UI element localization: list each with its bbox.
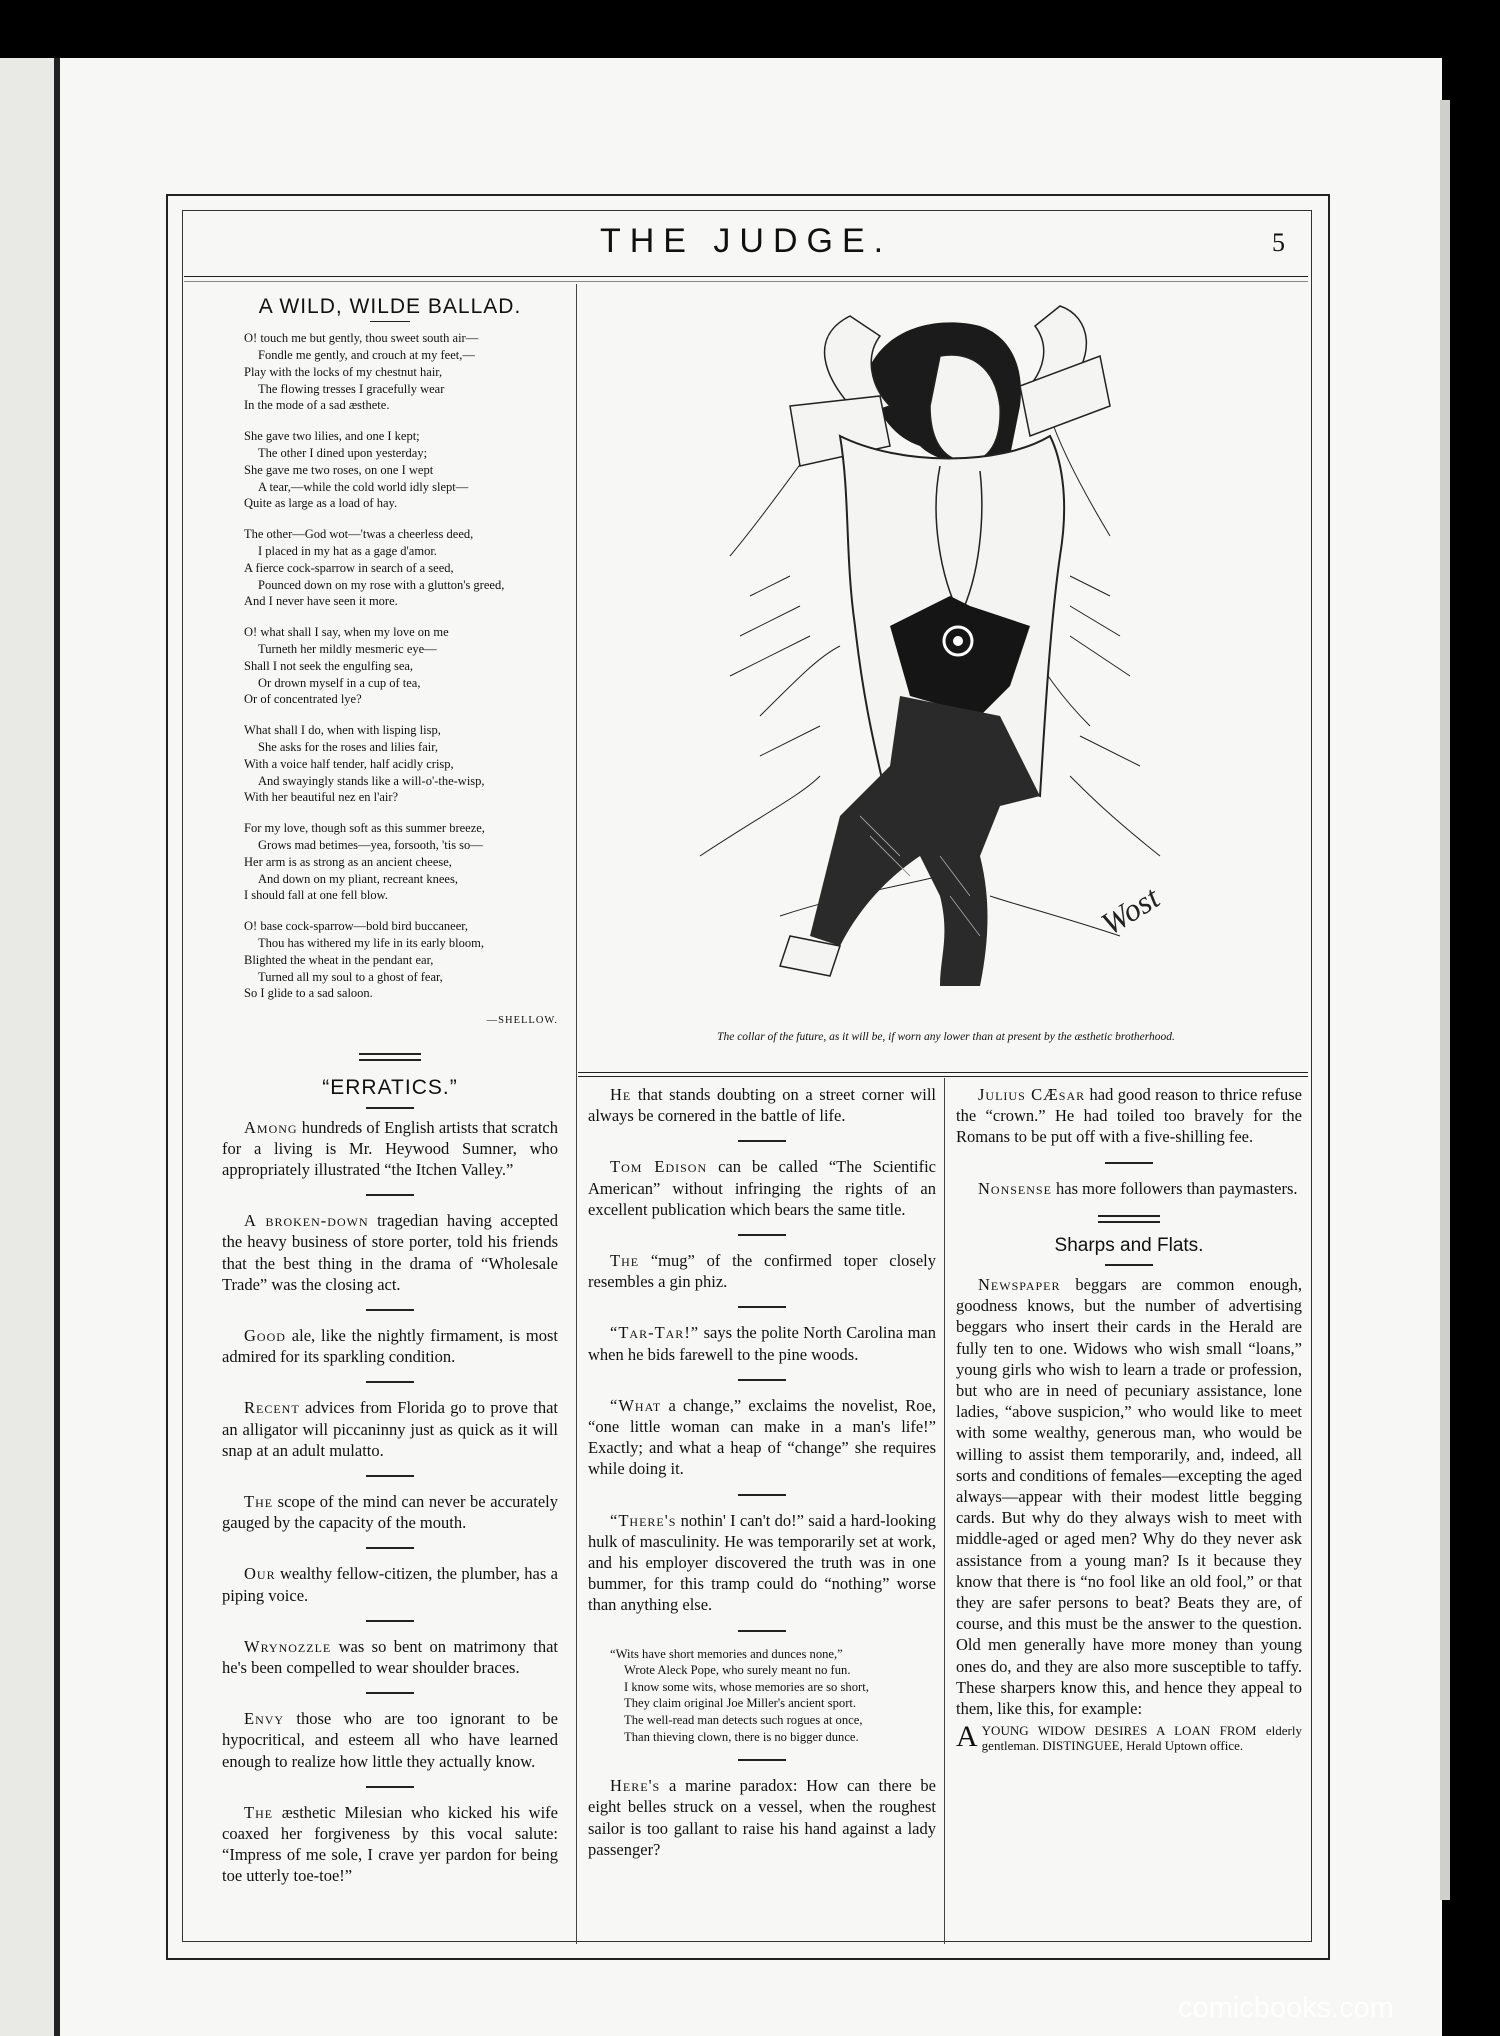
item-lead: The xyxy=(244,1491,274,1511)
item-separator xyxy=(366,1381,414,1383)
item-text: “mug” of the confirmed toper closely resembles a gin phiz. xyxy=(588,1251,936,1292)
item-separator xyxy=(738,1630,786,1632)
column-divider xyxy=(944,1078,945,1944)
item-text: hundreds of English artists that scratch for a living is Mr. Heywood Sumner, who appropriately illustrated “the Itchen Valley.” xyxy=(222,1117,558,1179)
poem-line: And I never have seen it more. xyxy=(244,594,398,609)
ballad-stanza xyxy=(244,526,558,610)
classified-ad xyxy=(956,1720,1302,1754)
poem-line: I placed in my hat as a gage d'amor. xyxy=(258,543,437,558)
item-separator xyxy=(738,1759,786,1761)
item-lead: “What xyxy=(610,1395,662,1415)
poem-line: The other—God wot—'twas a cheerless deed, xyxy=(244,527,474,542)
item-lead: Envy xyxy=(244,1709,285,1729)
ballad-stanza xyxy=(244,722,558,806)
title-rule xyxy=(370,321,410,322)
item-text: that stands doubting on a street corner will always be cornered in the battle of life. xyxy=(588,1085,936,1126)
ballad-poem xyxy=(222,330,558,1002)
poem-line: The well-read man detects such rogues at once, xyxy=(624,1713,863,1728)
paragraph-item xyxy=(222,1397,558,1461)
caption-rule xyxy=(578,1072,1308,1073)
poem-line: The other I dined upon yesterday; xyxy=(258,445,428,460)
poem-line: A fierce cock-sparrow in search of a seed, xyxy=(244,560,454,575)
ballad-stanza xyxy=(244,820,558,904)
item-lead: The xyxy=(244,1802,274,1822)
left-column xyxy=(222,296,558,1887)
paragraph-item xyxy=(588,1395,936,1480)
item-text: had good reason to thrice refuse the “crown.” He had toiled too bravely for the Romans to be put off with a five-shilling fee. xyxy=(956,1085,1302,1147)
item-separator xyxy=(366,1547,414,1549)
paragraph-item xyxy=(222,1117,558,1181)
item-separator xyxy=(738,1379,786,1381)
item-text: nothin' I can't do!” said a hard-looking hulk of masculinity. He was temporarily set at work, and his employer discovered the truth was in one bummer, for this tramp could do “nothing” worse than anything else. xyxy=(588,1510,936,1615)
poem-line: “Wits have short memories and dunces none,” xyxy=(610,1646,843,1661)
aesthete-drawing xyxy=(640,296,1260,1016)
poem-line: I should fall at one fell blow. xyxy=(244,888,388,903)
ballad-stanza xyxy=(244,428,558,512)
item-lead: Good xyxy=(244,1325,286,1345)
item-separator xyxy=(366,1475,414,1477)
poem-line: O! base cock-sparrow—bold bird buccaneer, xyxy=(244,919,469,934)
paragraph-item xyxy=(222,1636,558,1678)
paragraph-item xyxy=(956,1178,1302,1199)
item-text: those who are too ignorant to be hypocritical, and esteem all who have learned enough to realize how little they actually know. xyxy=(222,1709,558,1771)
poem-line: The flowing tresses I gracefully wear xyxy=(258,381,445,396)
page-edge xyxy=(1440,100,1450,1900)
paragraph-item xyxy=(222,1210,558,1295)
item-text: beggars are common enough, goodness knows, but the number of advertising beggars who insert their cards in the Herald are fully ten to one. Widows who wish small “loans,” young girls who wish to learn a trade or profession, but who are in need of pecuniary assistance, lone ladies, “above suspicion,” who would like to meet with some wealthy, generous man, who would be willing to assist them temporarily, and, indeed, all sorts and conditions of females—excepting the aged always—appear with their modest little begging cards. But why do they always wish to meet with middle-aged or aged men? Why do they never ask assistance from a young man? Is it because they know that there is “no fool like an old fool,” or that they are safer persons to beat? Beats they are, of course, and this must be the answer to the question. Old men generally have more money than young ones do, and they are also more susceptible to taffy. These sharpers know this, and hence they appeal to them, like this, for example: xyxy=(956,1275,1302,1719)
item-text: a change,” exclaims the novelist, Roe, “one little woman can make in a man's life!” Exactly; and what a heap of “change” she requires while doing it. xyxy=(588,1395,936,1479)
poem-line: So I glide to a sad saloon. xyxy=(244,986,373,1001)
paragraph-item xyxy=(588,1084,936,1126)
poem-line: She asks for the roses and lilies fair, xyxy=(258,739,439,754)
masthead-rule xyxy=(184,276,1308,277)
paragraph-item xyxy=(588,1156,936,1220)
item-lead: Newspaper xyxy=(978,1275,1061,1295)
item-separator xyxy=(738,1140,786,1142)
paragraph-item xyxy=(222,1563,558,1605)
poem-line: She gave two lilies, and one I kept; xyxy=(244,429,420,444)
item-separator xyxy=(1105,1162,1153,1164)
poem-line: Shall I not seek the engulfing sea, xyxy=(244,658,414,673)
poem-line: And down on my pliant, recreant knees, xyxy=(258,871,458,886)
poem-line: Thou has withered my life in its early bloom, xyxy=(258,935,484,950)
item-text: can be called “The Scientific American” without infringing the rights of an excellent publication which bears the same title. xyxy=(588,1157,936,1219)
item-lead: The xyxy=(610,1251,640,1271)
item-text: tragedian having accepted the heavy business of store porter, told his friends that the best thing in the drama of “Wholesale Trade” was the closing act. xyxy=(222,1211,558,1294)
middle-column xyxy=(588,1084,936,1860)
item-lead: “Tar-Tar!” xyxy=(610,1323,700,1343)
poem-line: In the mode of a sad æsthete. xyxy=(244,398,390,413)
item-text: ale, like the nightly firmament, is most admired for its sparkling condition. xyxy=(222,1325,558,1367)
poem-line: For my love, though soft as this summer breeze, xyxy=(244,821,485,836)
erratics-list xyxy=(222,1117,558,1887)
poem-line: Or drown myself in a cup of tea, xyxy=(258,675,421,690)
paragraph-item xyxy=(222,1802,558,1887)
item-separator xyxy=(738,1494,786,1496)
title-rule xyxy=(1105,1264,1153,1266)
poem-line: Pounced down on my rose with a glutton's greed, xyxy=(258,577,505,592)
ballad-signature: —SHELLOW. xyxy=(486,1015,558,1027)
poem-line: Fondle me gently, and crouch at my feet,— xyxy=(258,348,475,362)
item-text: was so bent on matrimony that he's been compelled to wear shoulder braces. xyxy=(222,1636,558,1677)
poem-line: Than thieving clown, there is no bigger dunce. xyxy=(624,1729,859,1744)
poem-line: Blighted the wheat in the pendant ear, xyxy=(244,952,434,967)
item-lead: He xyxy=(610,1085,632,1104)
poem-line: Turned all my soul to a ghost of fear, xyxy=(258,969,443,984)
page-number: 5 xyxy=(1272,228,1285,257)
item-text: has more followers than paymasters. xyxy=(1051,1178,1298,1198)
illustration xyxy=(640,296,1260,1016)
item-text: says the polite North Carolina man when he bids farewell to the pine woods. xyxy=(588,1323,936,1364)
poem-line: And swayingly stands like a will-o'-the-wisp, xyxy=(258,773,485,788)
item-separator xyxy=(366,1620,414,1622)
poem-line: O! what shall I say, when my love on me xyxy=(244,625,449,640)
illustration-caption: The collar of the future, as it will be, if worn any lower than at present by the æsthetic brotherhood. xyxy=(717,1031,1175,1043)
ballad-stanza xyxy=(244,624,558,708)
sharps-title: Sharps and Flats. xyxy=(1054,1234,1204,1256)
item-separator xyxy=(366,1194,414,1196)
ad-text: YOUNG WIDOW DESIRES A LOAN FROM elderly gentleman. DISTINGUEE, Herald Uptown office. xyxy=(981,1723,1302,1754)
poem-line: Her arm is as strong as an ancient cheese, xyxy=(244,854,452,869)
poem-line: Grows mad betimes—yea, forsooth, 'tis so— xyxy=(258,837,483,852)
poem-line: They claim original Joe Miller's ancient sport. xyxy=(624,1696,857,1711)
poem-line: Turneth her mildly mesmeric eye— xyxy=(258,641,437,656)
item-separator xyxy=(738,1234,786,1236)
right-column xyxy=(956,1084,1302,1753)
item-lead: Julius CÆsar xyxy=(978,1085,1086,1104)
title-rule xyxy=(366,1107,414,1109)
poem-line: Quite as large as a load of hay. xyxy=(244,496,398,511)
marine-paradox-item xyxy=(588,1775,936,1860)
item-separator xyxy=(738,1306,786,1308)
paragraph-item xyxy=(222,1491,558,1533)
watermark: comicbooks.com xyxy=(1178,1992,1394,2024)
paragraph-item xyxy=(588,1322,936,1364)
section-divider xyxy=(359,1053,421,1061)
poem-line: Or of concentrated lye? xyxy=(244,692,362,707)
item-lead: “There's xyxy=(610,1510,677,1530)
poem-line: O! touch me but gently, thou sweet south air— xyxy=(244,331,479,346)
masthead-title: THE JUDGE. xyxy=(599,222,893,260)
paragraph-item xyxy=(956,1084,1302,1148)
sharps-article xyxy=(956,1274,1302,1719)
poem-line: I know some wits, whose memories are so short, xyxy=(624,1679,869,1694)
poem-line: Wrote Aleck Pope, who surely meant no fun. xyxy=(624,1663,851,1678)
item-lead: Here's xyxy=(610,1776,661,1796)
ballad-stanza xyxy=(244,330,558,414)
gutter-shadow xyxy=(54,58,60,2036)
poem-line: She gave me two roses, on one I wept xyxy=(244,462,434,477)
artist-signature: Wost xyxy=(1094,879,1166,942)
item-lead: Wrynozzle xyxy=(244,1636,332,1656)
item-separator xyxy=(366,1309,414,1311)
paragraph-item xyxy=(588,1250,936,1292)
masthead-rule-dotted xyxy=(184,281,1308,282)
paragraph-item xyxy=(588,1510,936,1616)
poem-line: Play with the locks of my chestnut hair, xyxy=(244,364,443,379)
item-lead: Among xyxy=(244,1117,298,1137)
item-lead: Recent xyxy=(244,1398,300,1418)
erratics-title: “ERRATICS.” xyxy=(322,1076,458,1100)
item-lead: Tom Edison xyxy=(610,1157,708,1177)
item-text: æsthetic Milesian who kicked his wife coaxed her forgiveness by this vocal salute: “Impress of me sole, I crave yer pardon for being toe utterly toe-toe!” xyxy=(222,1802,558,1886)
item-separator xyxy=(366,1692,414,1694)
item-text: advices from Florida go to prove that an alligator will piccaninny just as quick as it will snap at an adult mulatto. xyxy=(222,1398,558,1460)
item-lead: Our xyxy=(244,1564,276,1584)
wits-poem xyxy=(610,1646,936,1746)
item-lead: Nonsense xyxy=(978,1178,1052,1198)
column-divider xyxy=(576,284,577,1944)
paragraph-item xyxy=(222,1708,558,1772)
item-lead: A broken-down xyxy=(244,1211,369,1231)
item-text: scope of the mind can never be accurately gauged by the capacity of the mouth. xyxy=(222,1491,558,1533)
poem-line: With a voice half tender, half acidly crisp, xyxy=(244,756,454,771)
poem-line: What shall I do, when with lisping lisp, xyxy=(244,723,441,738)
item-text: wealthy fellow-citizen, the plumber, has a piping voice. xyxy=(222,1564,558,1605)
caption-rule xyxy=(578,1076,1308,1077)
ballad-stanza xyxy=(244,918,558,1002)
section-divider xyxy=(1098,1215,1160,1223)
ad-initial: A xyxy=(956,1720,978,1754)
book-spine xyxy=(0,58,58,2036)
paragraph-item xyxy=(222,1325,558,1367)
poem-line: With her beautiful nez en l'air? xyxy=(244,790,399,805)
item-text: a marine paradox: How can there be eight belles struck on a vessel, when the roughest sailor is too gallant to raise his hand against a lady passenger? xyxy=(588,1776,936,1859)
item-separator xyxy=(366,1786,414,1788)
poem-line: A tear,—while the cold world idly slept— xyxy=(258,479,469,494)
ballad-title: A WILD, WILDE BALLAD. xyxy=(258,295,522,318)
